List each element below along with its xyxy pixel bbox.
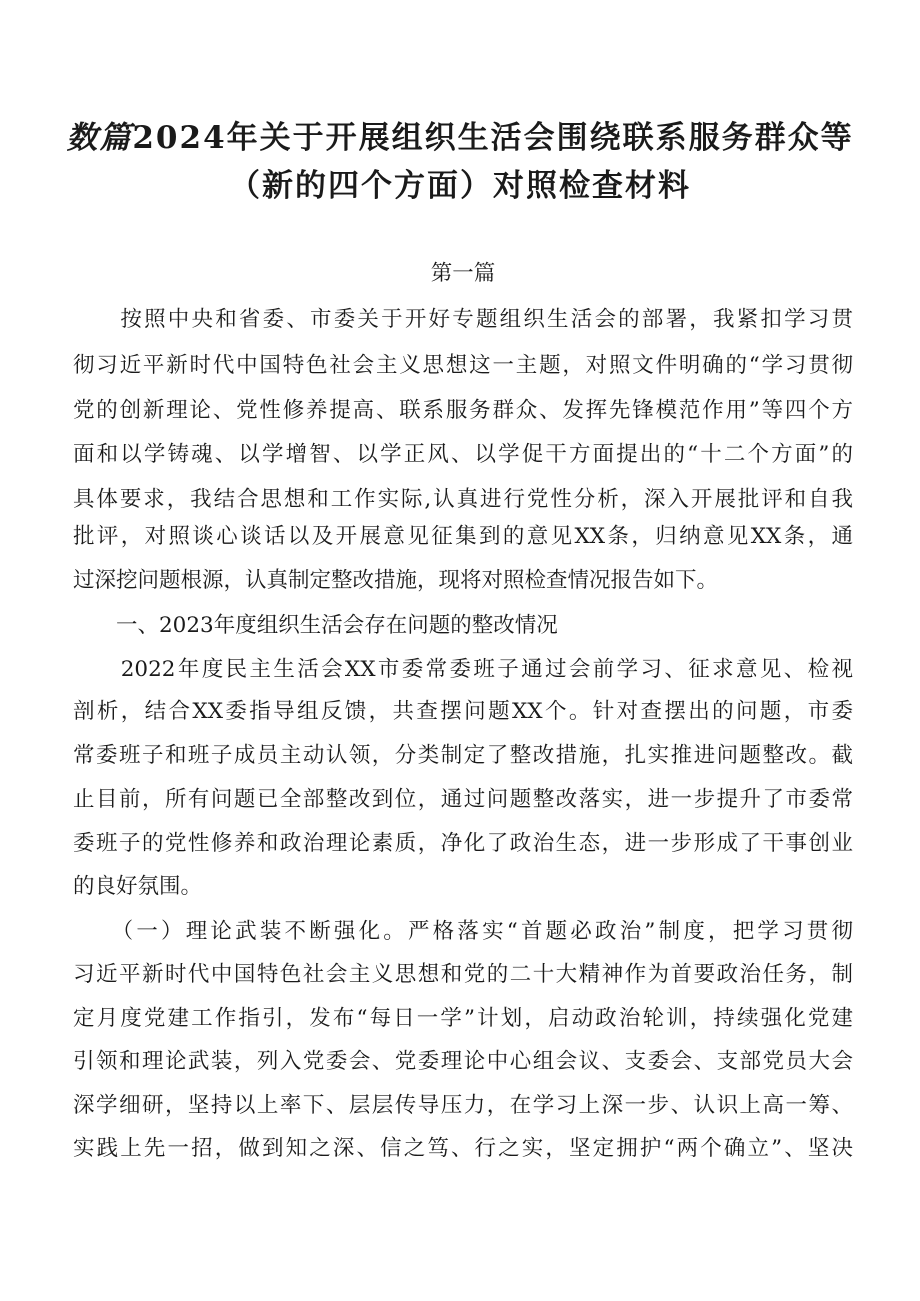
title-line-1-text: 2024年关于开展组织生活会围绕联系服务群众等	[132, 120, 854, 156]
section-heading-1: 一、2023年度组织生活会存在问题的整改情况	[73, 613, 558, 638]
paragraph-line: 引领和理论武装，列入党委会、党委理论中心组会议、支委会、支部党员大会	[73, 1049, 853, 1074]
paragraph-line: 党的创新理论、党性修养提高、联系服务群众、发挥先锋模范作用”等四个方	[73, 398, 853, 423]
paragraph-line: 2022年度民主生活会XX市委常委班子通过会前学习、征求意见、检视	[73, 657, 853, 682]
section-heading: 第一篇	[430, 261, 496, 286]
paragraph-line: 常委班子和班子成员主动认领，分类制定了整改措施，扎实推进问题整改。截	[73, 743, 853, 768]
paragraph-line: 的良好氛围。	[73, 874, 203, 899]
paragraph-line: 过深挖问题根源，认真制定整改措施，现将对照检查情况报告如下。	[73, 568, 719, 593]
paragraph-line: 委班子的党性修养和政治理论素质，净化了政治生态，进一步形成了干事创业	[73, 831, 853, 856]
paragraph-line: 剖析，结合XX委指导组反馈，共查摆问题XX个。针对查摆出的问题，市委	[73, 699, 853, 724]
paragraph-line: 批评，对照谈心谈话以及开展意见征集到的意见XX条，归纳意见XX条，通	[73, 524, 853, 549]
paragraph-line: 深学细研，坚持以上率下、层层传导压力，在学习上深一步、认识上高一筹、	[73, 1093, 853, 1118]
paragraph-line: 面和以学铸魂、以学增智、以学正风、以学促干方面提出的“十二个方面”的	[73, 442, 853, 467]
paragraph-line: 习近平新时代中国特色社会主义思想和党的二十大精神作为首要政治任务，制	[73, 962, 853, 987]
paragraph-line: 实践上先一招，做到知之深、信之笃、行之实，坚定拥护“两个确立”、坚决	[73, 1136, 853, 1161]
paragraph-line: 彻习近平新时代中国特色社会主义思想这一主题，对照文件明确的“学习贯彻	[73, 353, 853, 378]
paragraph-line: 定月度党建工作指引，发布“每日一学”计划，启动政治轮训，持续强化党建	[73, 1006, 853, 1031]
title-prefix: 数篇	[66, 120, 133, 156]
paragraph-line: （一）理论武装不断强化。严格落实“首题必政治”制度，把学习贯彻	[73, 919, 853, 944]
paragraph-line: 止目前，所有问题已全部整改到位，通过问题整改落实，进一步提升了市委常	[73, 787, 853, 812]
document-title-line-1	[60, 112, 860, 157]
paragraph-line: 按照中央和省委、市委关于开好专题组织生活会的部署，我紧扣学习贯	[73, 307, 853, 332]
paragraph-line: 具体要求，我结合思想和工作实际,认真进行党性分析，深入开展批评和自我	[73, 487, 853, 512]
document-title-line-2: （新的四个方面）对照检查材料	[229, 168, 691, 204]
